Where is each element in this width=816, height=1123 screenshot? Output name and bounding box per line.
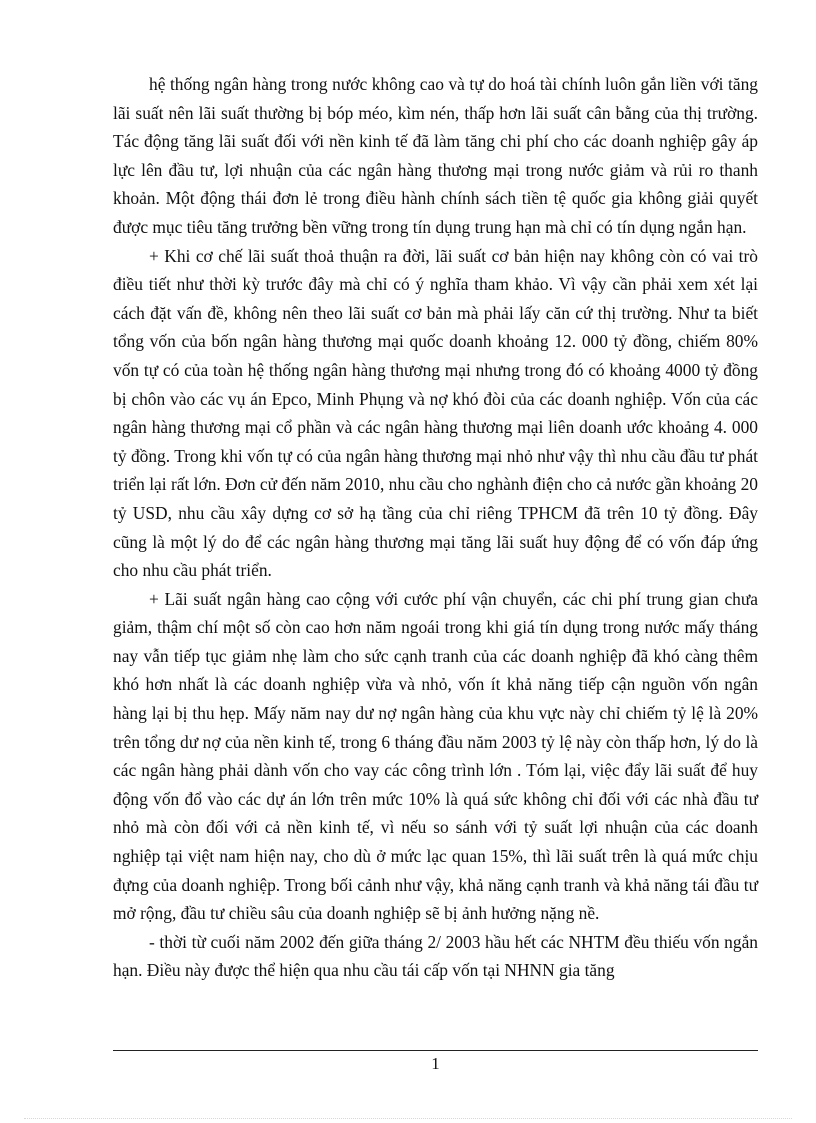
footer-divider: [113, 1050, 758, 1051]
paragraph-interest-mechanism: + Khi cơ chế lãi suất thoả thuận ra đời, lãi suất cơ bản hiện nay không còn có vai trò điều tiết như thời kỳ trước đây mà chỉ có ý nghĩa tham khảo. Vì vậy cần phải xem xét lại cách đặt vấn đề, không nên theo lãi suất cơ bản mà phải lấy căn cứ thị trường. Như ta biết tổng vốn của bốn ngân hàng thương mại quốc doanh khoảng 12. 000 tỷ đồng, chiếm 80% vốn tự có của toàn hệ thống ngân hàng thương mại nhưng trong đó có khoảng 4000 tỷ đồng bị chôn vào các vụ án Epco, Minh Phụng và nợ khó đòi của các doanh nghiệp. Vốn của các ngân hàng thương mại cổ phần và các ngân hàng thương mại liên doanh ước khoảng 4. 000 tỷ đồng. Trong khi vốn tự có của ngân hàng thương mại nhỏ như vậy thì nhu cầu đầu tư phát triển lại rất lớn. Đơn cử đến năm 2010, nhu cầu cho nghành điện cho cả nước gần khoảng 20 tỷ USD, nhu cầu xây dựng cơ sở hạ tầng của chỉ riêng TPHCM đã trên 10 tỷ đồng. Đây cũng là một lý do để các ngân hàng thương mại tăng lãi suất huy động để có vốn đáp ứng cho nhu cầu phát triển.: [113, 245, 758, 581]
paragraph-continuation: hệ thống ngân hàng trong nước không cao và tự do hoá tài chính luôn gắn liền với tăng lãi suất nên lãi suất thường bị bóp méo, kìm nén, thấp hơn lãi suất cân bằng của thị trường. Tác động tăng lãi suất đối với nền kinh tế đã làm tăng chi phí cho các doanh nghiệp gây áp lực lên đầu tư, lợi nhuận của các ngân hàng thương mại trong nước giảm và rủi ro thanh khoản. Một động thái đơn lẻ trong điều hành chính sách tiền tệ quốc gia không giải quyết được mục tiêu tăng trưởng bền vững trong tín dụng trung hạn mà chỉ có tín dụng ngắn hạn.: [113, 74, 758, 237]
paragraph-short-term-capital: - thời từ cuối năm 2002 đến giữa tháng 2/ 2003 hầu hết các NHTM đều thiếu vốn ngắn hạn. Điều này được thể hiện qua nhu cầu tái cấp vốn tại NHNN gia tăng: [113, 931, 758, 981]
page-number: 1: [431, 1054, 440, 1073]
page-bottom-edge: [24, 1118, 792, 1119]
body-text: [113, 70, 758, 985]
paragraph-bank-interest-costs: + Lãi suất ngân hàng cao cộng với cước phí vận chuyển, các chi phí trung gian chưa giảm, thậm chí một số còn cao hơn năm ngoái trong khi giá tín dụng trong nước mấy tháng nay vẫn tiếp tục giảm nhẹ làm cho sức cạnh tranh của các doanh nghiệp đã khó càng thêm khó hơn nhất là các doanh nghiệp vừa và nhỏ, vốn ít khả năng tiếp cận nguồn vốn ngân hàng lại bị thu hẹp. Mấy năm nay dư nợ ngân hàng của khu vực này chỉ chiếm tỷ lệ là 20% trên tổng dư nợ của nền kinh tế, trong 6 tháng đầu năm 2003 tỷ lệ này còn thấp hơn, lý do là các ngân hàng phải dành vốn cho vay các công trình lớn . Tóm lại, việc đẩy lãi suất để huy động vốn đổ vào các dự án lớn trên mức 10% là quá sức không chỉ đối với các nhà đầu tư nhỏ mà còn đối với cả nền kinh tế, vì nếu so sánh với tỷ suất lợi nhuận của các doanh nghiệp tại việt nam hiện nay, cho dù ở mức lạc quan 15%, thì lãi suất trên là quá mức chịu đựng của doanh nghiệp. Trong bối cảnh như vậy, khả năng cạnh tranh và khả năng tái đầu tư mở rộng, đầu tư chiều sâu của doanh nghiệp sẽ bị ảnh hưởng nặng nề.: [113, 588, 758, 924]
